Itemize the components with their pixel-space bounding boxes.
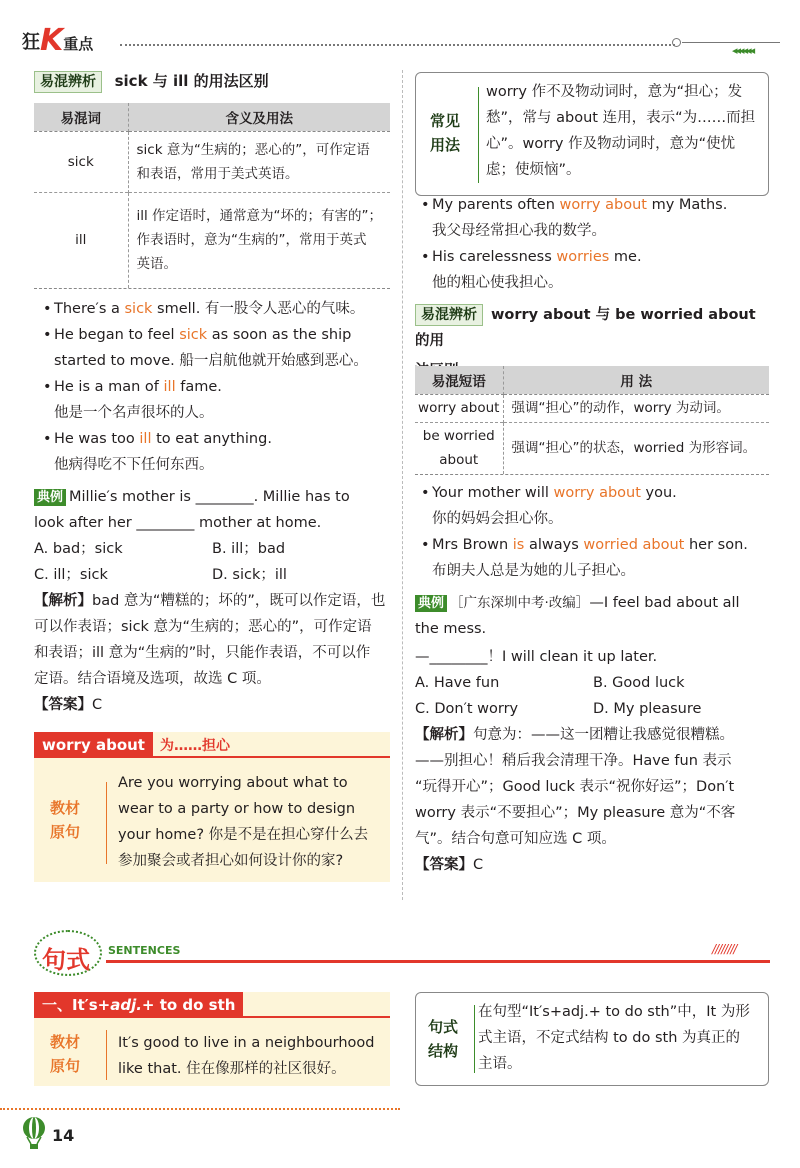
table-phrase: worry about [415,394,503,422]
phrase-meaning: 为……担心 [160,738,230,754]
pattern-label: 一、It′s+adj.+ to do sth [34,992,243,1018]
typical-example-tag: 典例 [415,595,447,612]
option-a: A. bad；sick [34,541,123,557]
confuse-title: sick 与 ill 的用法区别 [114,72,269,90]
example-item: • My parents often worry about my Maths. [432,192,772,218]
option-b: B. ill；bad [212,541,286,557]
header-circle [672,38,681,47]
phrase-label: worry about [34,732,153,758]
sick-ill-table [34,103,390,289]
header-arrows: ◂◂◂◂◂◂ [732,44,754,57]
common-usage-label: 常见 用法 [430,112,461,154]
table-row: worry about 强调“担心”的动作，worry 为动词。 [415,394,769,422]
answer-value: C [92,697,103,713]
footer-dotted-rule [0,1108,400,1110]
table-header-usage: 含义及用法 [128,103,390,131]
table-header-usage: 用 法 [503,366,769,394]
sentences-subtitle: SENTENCES [108,944,181,957]
right-examples: • My parents often worry about my Maths. 我父母经常担心我的数学。 • His carelessness worries me. 他的粗心使我担心。 [432,192,772,296]
example-item: • He was too ill to eat anything. [54,426,394,452]
table-word: sick [34,131,128,192]
usage-box: 常见 用法 worry 作不及物动词时，意为“担心；发 愁”，常与 about 连用，表示“为……而担 心”。worry 作及物动词时，意为“使忧 虑；使烦恼”。 [415,72,769,196]
column-divider [402,70,403,900]
option-a: A. Have fun [415,675,500,691]
confuse-tag: 易混辨析 [415,304,483,326]
option-c: C. Don′t worry [415,701,519,717]
example-item: • His carelessness worries me. [432,244,772,270]
left-confuse-heading [34,70,394,93]
option-d: D. My pleasure [593,701,702,717]
typical-example-tag: 典例 [34,489,66,506]
table-row: ill ill 作定语时，通常意为“坏的；有害的”； 作表语时，意为“生病的”，常用于英式 英语。 [34,192,390,288]
example-item: • He began to feel sick as soon as the ship [54,322,394,348]
table-row: sick sick 意为“生病的；恶心的”，可作定语 和表语，常用于美式英语。 [34,131,390,192]
left-question: 典例 Millie′s mother is ________. Millie has to look after her ________ mother at home. A. bad；sick B. ill；bad C. ill；sick D. sick；ill 【解析】bad 意为“糟糕的；坏的”，既可以作定语，也 可以作表语；sick 意为“生病的；恶心的”，可作定语 和表语；ill 意为“生病的”时，只能作表语，不可以作 定语。结合语境及选项，故选 C 项。 【答案】C [34,489,386,713]
answer-tag: 【答案】 [415,857,473,873]
right-examples-2: • Your mother will worry about you. 你的妈妈会担心你。 • Mrs Brown is always worried about her son. 布朗夫人总是为她的儿子担心。 [432,480,772,584]
option-d: D. sick；ill [212,567,287,583]
structure-box: 句式 结构 在句型“It′s+adj.+ to do sth”中，It 为形 式主语，不定式结构 to do sth 为真正的 主语。 [415,992,769,1086]
table-header-phrase: 易混短语 [415,366,503,394]
example-item: • There′s a sick smell. 有一股令人恶心的气味。 [54,296,394,322]
confuse-tag: 易混辨析 [34,71,102,93]
table-word: ill [34,192,128,288]
sentence-structure-label: 句式 结构 [428,1018,459,1060]
left-examples: • There′s a sick smell. 有一股令人恶心的气味。 • He began to feel sick as soon as the ship started to move. 船一启航他就开始感到恶心。 • He is a man of ill fame. 他是一个名声很坏的人。 • He was too ill to eat anything. 他病得吃不下任何东西。 [54,296,394,478]
page-number: 14 [52,1126,75,1145]
answer-tag: 【答案】 [34,697,92,713]
right-question: 典例 ［广东深圳中考·改编］—I feel bad about all the mess. —________！I will clean it up later. A. Have fun B. Good luck C. Don′t worry D. My pleasure 【解析】句意为：——这一团糟让我感觉很糟糕。 ——别担心！稍后我会清理干净。Have fun 表示 “玩得开心”；Good luck 表示“祝你好运”；Don′t worry 表示“不要担心”；My pleasure 意为“不客 气”。结合句意可知应选 C 项。 【答案】C [415,595,740,873]
option-c: C. ill；sick [34,567,108,583]
header-rule-right [682,42,780,43]
option-b: B. Good luck [593,675,685,691]
table-row: be worried about 强调“担心”的状态，worried 为形容词。 [415,422,769,474]
sentences-rule [106,960,770,963]
balloon-icon [20,1116,48,1154]
example-item: • He is a man of ill fame. [54,374,394,400]
pattern-box: 一、It′s+adj.+ to do sth 教材 原句 It′s good to live in a neighbourhood like that. 住在像那样的社区很好。 [34,992,390,1086]
phrase-box: worry about 为……担心 教材 原句 Are you worrying about what to wear to a party or how to design your home? 你是不是在担心穿什么去 参加聚会或者担心如何设计你的家? [34,732,390,882]
analysis-tag: 【解析】 [34,593,92,609]
answer-value: C [473,857,484,873]
textbook-original-label: 教材 原句 [50,1033,81,1075]
table-header-word: 易混词 [34,103,128,131]
worry-table [415,366,769,475]
sentences-title: 句式 [42,946,90,974]
confuse-title: worry about 与 be worried about 的用 [415,307,756,349]
question-source: ［广东深圳中考·改编］ [450,595,590,611]
analysis-tag: 【解析】 [415,727,473,743]
example-item: • Mrs Brown is always worried about her son. [432,532,772,558]
example-item: • Your mother will worry about you. [432,480,772,506]
textbook-original-label: 教材 原句 [50,799,81,841]
header-logo: 狂 K 重点 [22,23,94,58]
sentences-stripes: //////// [712,942,737,956]
header-dotted-rule [120,44,675,46]
